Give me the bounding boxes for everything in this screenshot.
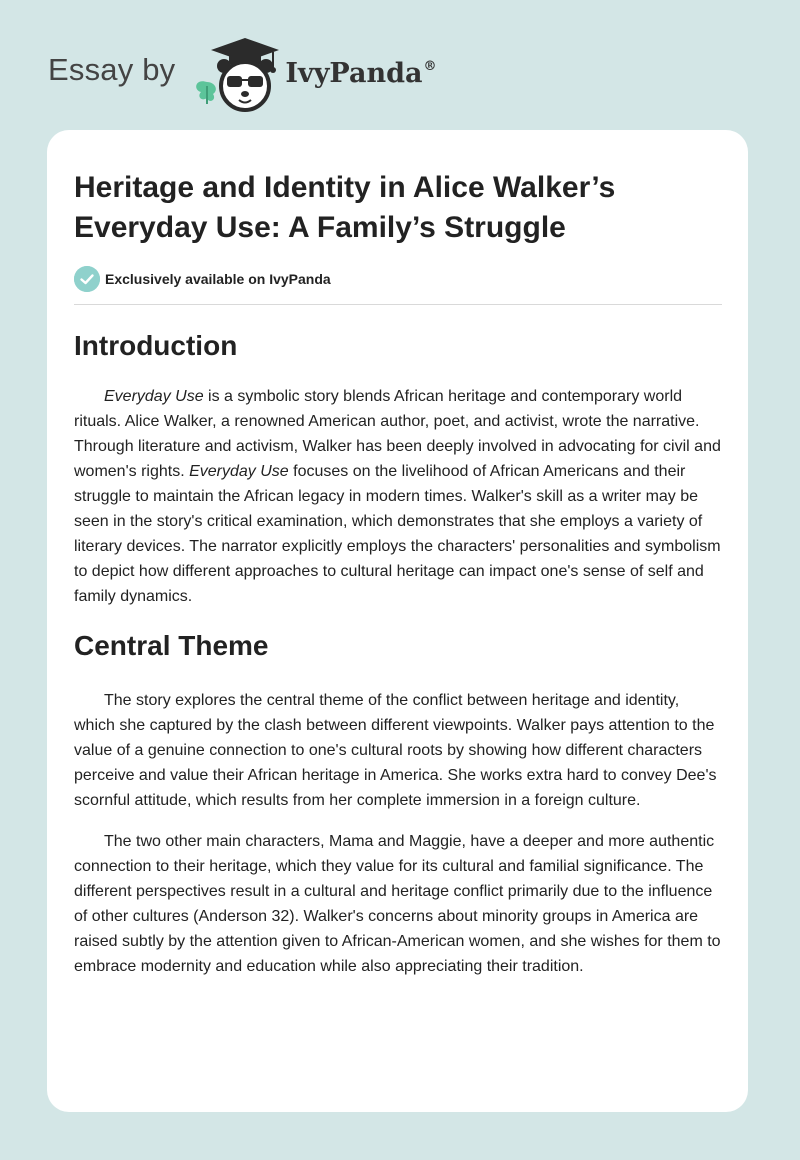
italic-title-everyday-use: Everyday Use	[189, 463, 289, 480]
essay-title-line-2: Everyday Use: A Family’s Struggle	[74, 211, 566, 244]
essay-title	[74, 168, 722, 248]
italic-title-everyday-use: Everyday Use	[104, 388, 204, 405]
check-circle-icon	[74, 266, 100, 292]
panda-graduate-icon[interactable]	[187, 34, 283, 114]
paragraph-central-theme-2: The two other main characters, Mama and Maggie, have a deeper and more authentic connection to their heritage, which they value for its cultural and familial significance. The different perspectives result in a cultural and heritage conflict primarily due to the influence of other cultures (Anderson 32). Walker's concerns about minority groups in America are raised subtly by the attention given to African-American women, and she wishes for them to embrace modernity and education while also appreciating their tradition.	[74, 833, 721, 975]
section-heading-central-theme: Central Theme	[74, 630, 269, 661]
section-heading-introduction: Introduction	[74, 330, 238, 361]
paragraph-introduction-1	[74, 384, 722, 609]
essay-card	[47, 130, 748, 1112]
registered-mark: ®	[423, 58, 437, 74]
paragraph-text: focuses on the livelihood of African Americans and their struggle to maintain the African legacy in modern times. Walker's skill as a writer may be seen in the story's critical examination, which demonstrates that she employs a variety of literary devices. The narrator explicitly employs the characters' personalities and symbolism to depict how different approaches to cultural heritage can impact one's sense of self and family dynamics.	[74, 463, 721, 605]
exclusive-label: Exclusively available on IvyPanda	[105, 271, 331, 287]
brand-name: IvyPanda	[285, 57, 423, 89]
brand-logo-text[interactable]	[285, 58, 436, 89]
paragraph-text: is a symbolic story blends African heritage and contemporary world rituals. Alice Walker, a renowned American author, poet, and activist, wrote the narrative. Through literature and activism, Walker has been deeply involved in advocating for civil and women's rights.	[74, 388, 721, 480]
essay-title-line-1: Heritage and Identity in Alice Walker’s	[74, 171, 616, 204]
exclusive-badge-row	[74, 266, 722, 305]
essay-by-label: Essay by	[48, 52, 176, 87]
paragraph-central-theme-1: The story explores the central theme of the conflict between heritage and identity, which she captured by the clash between different viewpoints. Walker pays attention to the value of a genuine connection to one's cultural roots by showing how different characters perceive and value their African heritage in America. She works extra hard to convey Dee's scornful attitude, which results from her complete immersion in a foreign culture.	[74, 692, 717, 809]
site-header	[48, 34, 436, 114]
